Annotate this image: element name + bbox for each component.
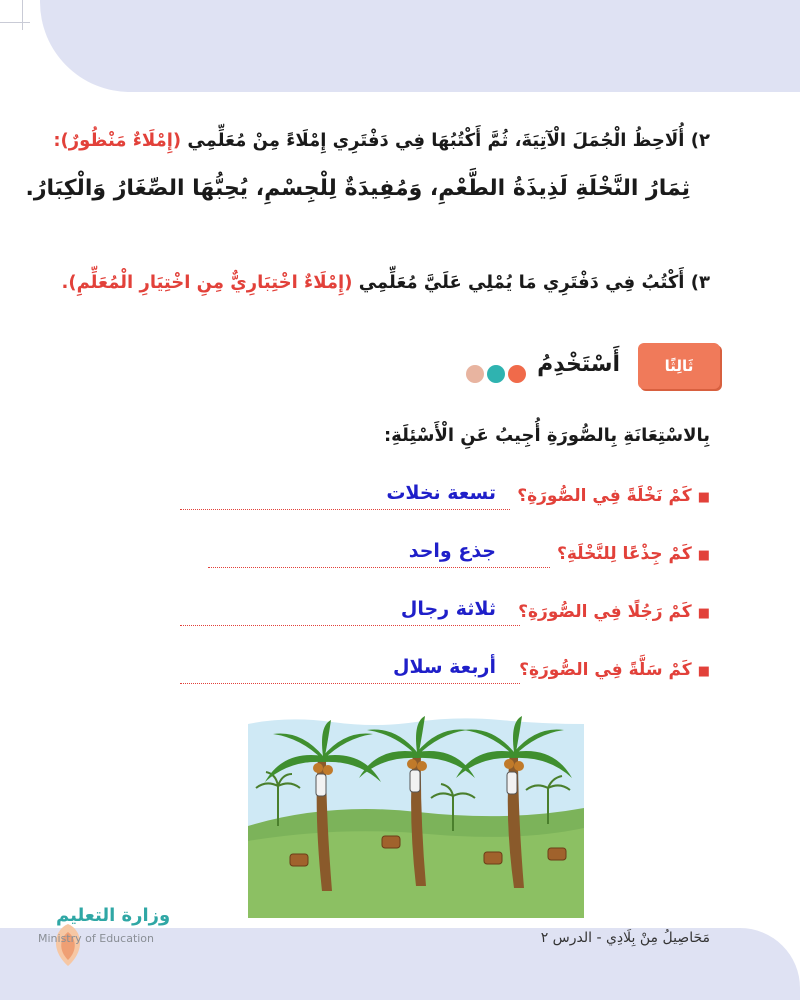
- answer-line[interactable]: [180, 625, 520, 626]
- section3-instruction: أَكْتُبُ فِي دَفْتَرِي مَا يُمْلِي عَلَيَّ مُعَلِّمِي: [358, 272, 685, 293]
- question-label: كَمْ جِذْعًا لِلنَّخْلَةِ؟: [556, 544, 692, 564]
- question-text: [517, 486, 710, 506]
- question-row: [180, 482, 710, 516]
- question-label: كَمْ رَجُلًا فِي الصُّورَةِ؟: [518, 602, 692, 622]
- ministry-logo-icon: [48, 920, 88, 970]
- bullet-icon: ■: [697, 548, 710, 563]
- use-section-title: أَسْتَخْدِمُ: [537, 352, 620, 377]
- bullet-icon: ■: [697, 606, 710, 621]
- palm-trees-illustration: [248, 716, 584, 918]
- bullet-icon: ■: [697, 664, 710, 679]
- answer-text: ثلاثة رجال: [397, 598, 500, 620]
- question-row: [180, 598, 710, 632]
- section2-instruction-line: [53, 130, 710, 151]
- answer-text: أربعة سلال: [389, 656, 500, 678]
- question-text: [518, 602, 710, 622]
- section3-type-label: (إِمْلَاءٌ اخْتِبَارِيٌّ مِنِ اخْتِيَارِ الْمُعَلِّمِ).: [61, 272, 353, 293]
- section2-type-label: (إِمْلَاءٌ مَنْظُورٌ):: [53, 130, 182, 151]
- question-row: [180, 656, 710, 690]
- answer-text: تسعة نخلات: [382, 482, 500, 504]
- top-decorative-band: [40, 0, 800, 92]
- section2-number: ٢): [690, 130, 710, 151]
- section-badge-third: ثَالِثًا: [638, 343, 720, 389]
- question-row: [180, 540, 710, 574]
- ministry-name-en: Ministry of Education: [38, 932, 155, 945]
- section3-number: ٣): [690, 272, 710, 293]
- question-label: كَمْ سَلَّةً فِي الصُّورَةِ؟: [519, 660, 692, 680]
- answer-line[interactable]: [180, 683, 520, 684]
- dot-icon: [487, 365, 505, 383]
- answer-text: جذع واحد: [405, 540, 500, 562]
- ministry-name-ar: وزارة التعليم: [56, 905, 171, 926]
- section3-instruction-line: [62, 272, 711, 293]
- question-text: [519, 660, 710, 680]
- use-section-intro: بِالاسْتِعَانَةِ بِالصُّورَةِ أُجِيبُ عَنِ الْأَسْئِلَةِ:: [383, 425, 710, 446]
- decorative-dots: [466, 365, 526, 383]
- question-label: كَمْ نَخْلَةً فِي الصُّورَةِ؟: [517, 486, 692, 506]
- dot-icon: [466, 365, 484, 383]
- left-margin: [0, 0, 40, 1000]
- question-text: [557, 544, 710, 564]
- bullet-icon: ■: [697, 490, 710, 505]
- crop-mark: [0, 22, 30, 23]
- dot-icon: [508, 365, 526, 383]
- answer-line[interactable]: [208, 567, 550, 568]
- section2-instruction: أُلَاحِظُ الْجُمَلَ الْآتِيَةَ، ثُمَّ أَكْتُبُهَا فِي دَفْتَرِي إِمْلَاءً مِنْ مُعَلِّمِي: [187, 130, 685, 151]
- crop-mark: [22, 0, 23, 30]
- answer-line[interactable]: [180, 509, 510, 510]
- section2-sentence: ثِمَارُ النَّخْلَةِ لَذِيذَةُ الطَّعْمِ، وَمُفِيدَةٌ لِلْجِسْمِ، يُحِبُّهَا الصِّغَارُ وَالْكِبَارُ.: [25, 176, 690, 201]
- lesson-footer: مَحَاصِيلُ مِنْ بِلَادِي - الدرس ٢: [540, 930, 710, 946]
